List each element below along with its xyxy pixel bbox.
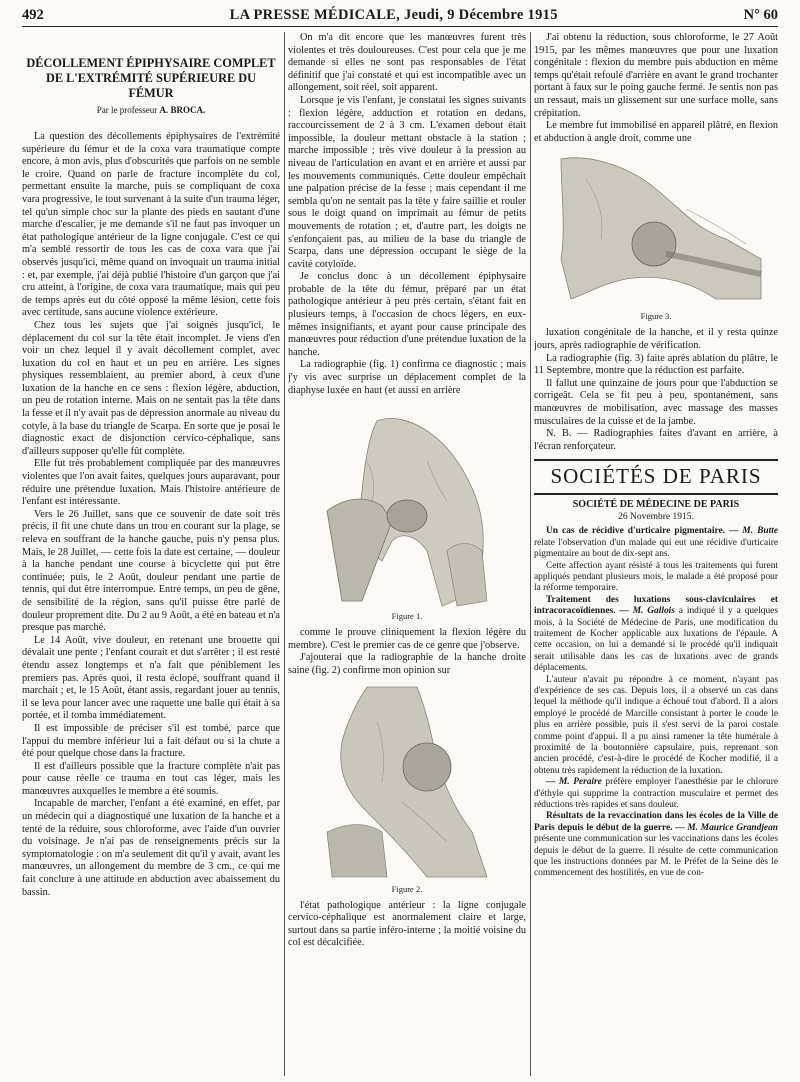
item-text: préfère employer l'anesthésie par le chlorure d'éthyle qui supprime la contraction musculaire et permet des réductions très rapides et sans douleur. xyxy=(534,777,778,811)
paragraph: Chez tous les sujets que j'ai soignés jusqu'ici, le déplacement du col sur la tête était incomplet. Je viens d'en voir un chez lequel il y avait décollement complet, avec luxation du col en haut et un peu en arrière. Les signes physiques ressemblaient, au premier abord, à ceux d'une luxation de la hanche en ce sens : flexion légère, abduction, un peu de rotation interne. Mais on ne sentait pas la tête dans la fesse et il n'y avait pas de dépression anormale au niveau du cotyle, à la base du triangle de Scarpa. En sorte que je posai le diagnostic exact de disjonction cervico-céphalique, sans d'ailleurs supposer qu'elle fût complète. xyxy=(22,319,280,457)
speaker-name: M. Gallois xyxy=(632,606,679,617)
article-body xyxy=(534,32,778,145)
article-body xyxy=(288,627,526,677)
figure-1-caption: Figure 1. xyxy=(391,611,423,622)
item-text: Cette affection ayant résisté à tous les traitements qui furent appliqués pendant plusieurs mois, le malade a été proposé pour la réforme temporaire. xyxy=(534,560,778,594)
paragraph: N. B. — Radiographies faites d'avant en arrière, à l'écran renforçateur. xyxy=(534,428,778,452)
article-body xyxy=(22,131,280,899)
session-date: 26 Novembre 1915. xyxy=(618,512,694,523)
byline xyxy=(22,105,280,115)
society-item xyxy=(534,777,778,811)
paragraph: Elle fut très probablement compliquée par des manœuvres violentes que l'on avait faites, quelques jours auparavant, pour réduire une prétendue luxation. Mais l'histoire antérieure de l'enfant est intéressante. xyxy=(22,458,280,508)
society-item xyxy=(534,561,778,595)
item-text: a indiqué il y a quelques mois, à la Société de Médecine de Paris, une modification du traitement de Kocher applicable aux luxations de l'épaule. A cette occasion, on lui a demandé si le procédé qu'il indiquait serait utilisable dans les cas de luxations avec de grands déplacements. xyxy=(534,606,778,674)
figure-1-radiograph xyxy=(307,401,507,609)
column-rule xyxy=(284,32,285,1076)
section-banner: SOCIÉTÉS DE PARIS xyxy=(534,459,778,495)
article-title xyxy=(22,56,280,101)
paragraph: Je conclus donc à un décollement épiphysaire probable de la tête du fémur, préparé par un état pathologique antérieur à peu près certain, s'étant fait en plusieurs temps, à l'occasion de chocs légers, en eux-mêmes insignifiants, et ayant pour cause principale des manœuvres pour réduction d'une prétendue luxation de la hanche. xyxy=(288,271,526,358)
issue-number: N° 60 xyxy=(743,6,778,23)
paragraph: Vers le 26 Juillet, sans que ce souvenir de date soit très précis, il fit une chute dans un trou en courant sur la plage, se releva en souffrant de la hanche gauche, puis n'y pensa plus. Mais, le 28 Juillet, — cette fois la date est certaine, — douleur à la hanche pendant une course à bicyclette qui put être continuée; puis, le 2 Août, douleur pendant une partie de tennis, qui dut être interrompue. Entre temps, un peu de gêne, de sensibilité de la région, sans qu'il puisse être parlé de douleur proprement dite. Du 2 au 9 Août, a été en bateau et n'a presque pas marché. xyxy=(22,508,280,634)
paragraph: comme le prouve cliniquement la flexion légère du membre). C'est le premier cas de ce genre que j'observe. xyxy=(288,627,526,651)
speaker-name: M. Butte xyxy=(742,526,778,537)
paragraph: l'état pathologique antérieur : la ligne conjugale cervico-céphalique est anormalement claire et large, surtout dans sa partie inféro-interne ; la moitié voisine du col est décalcifiée. xyxy=(288,899,526,949)
paragraph: La question des décollements épiphysaires de l'extrémité supérieure du fémur et de la coxa vara traumatique compte encore, à mon avis, plus d'obscurités que parfois on ne semble le croire. Quand on parle de fracture incomplète du col, permettant ensuite la marche, puis se compliquant de coxa vara progressive, le tout survenant à la suite d'un trauma léger, tel qu'un simple choc sur la plante des pieds en sautant d'une marche d'escalier, je me demande s'il ne faut pas invoquer un état pathologique antérieur de la ligne conjugale. C'est ce qui m'a semblé ressortir de tous les cas de coxa vara que j'ai observés jusqu'ici, même quand on invoquait un trauma initial : et, par exemple, j'ai déjà publié l'histoire d'un garçon que j'ai cru atteint, à l'origine, de coxa vara traumatique, mais qui peu de temps après eut du côté opposé la même lésion, cette fois avec certitude, sans aucune violence extérieure. xyxy=(22,131,280,319)
item-title: — xyxy=(546,777,559,788)
column-rule xyxy=(530,32,531,1076)
author-name: A. BROCA. xyxy=(159,105,206,115)
society-item xyxy=(534,526,778,560)
article-body xyxy=(534,327,778,453)
item-title: Un cas de récidive d'urticaire pigmentaire. — xyxy=(546,526,743,537)
society-proceedings xyxy=(534,526,778,880)
running-head xyxy=(22,4,778,27)
paragraph: Incapable de marcher, l'enfant a été examiné, en effet, par un médecin qui a diagnostiqué une luxation de la hanche et a tenté de la réduire, sous chloroforme, avec l'aide d'un ouvrier du voisinage. Je n'ai pas de renseignements précis sur la symptomatologie : on m'a seulement dit qu'il y avait, avant les manœuvres, un allongement du membre de 3 cm., ce qui me fait conclure à une attitude en abduction avec abaissement du bassin. xyxy=(22,798,280,898)
speaker-name: M. Maurice Grandjean xyxy=(687,822,778,833)
column-1 xyxy=(22,32,280,1076)
byline-prefix: Par le professeur xyxy=(96,105,158,115)
paragraph: Il est impossible de préciser s'il est tombé, parce que l'appui du membre inférieur lui a fait défaut ou si la chute a été pour quelque chose dans la fracture. xyxy=(22,722,280,760)
paragraph: J'ai obtenu la réduction, sous chloroforme, le 27 Août 1915, par les mêmes manœuvres que pour une luxation congénitale : flexion du membre puis abduction en même temps qu'était refoulé d'arrière en avant le grand trochanter portant à faux sur le poing gauche fermé. Je sentis non pas un ressaut, mais un glissement sur une surface molle, sans crépitation. xyxy=(534,32,778,119)
paragraph: Le 14 Août, vive douleur, en retenant une brouette qui dévalait une pente ; l'enfant courait et dut s'arrêter ; il est resté étendu assez longtemps et n'a fait que péniblement les premiers pas. Après quoi, il resta éclopé, souffrant quand il marchait ; et, le 15 Août, étant assis, regardant jouer au tennis, il se leva pour lancer avec une raquette une balle qui était à sa portée, et il tomba immédiatement. xyxy=(22,634,280,722)
journal-name: LA PRESSE MÉDICALE, xyxy=(229,6,401,23)
paragraph: Lorsque je vis l'enfant, je constatai les signes suivants : flexion légère, adduction et rotation en dedans, raccourcissement de 2 à 3 cm. L'examen debout était impossible, la douleur mettant obstacle à la station ; marche impossible ; très vive douleur à la pression au niveau de l'articulation en avant et en arrière et aussi par les mouvements communiqués. Cette douleur empêchait une palpation précise de la fesse ; mais cependant il me sembla qu'on ne sentait pas la tête y faire saillie et rouler sous le doigt quand on imprimait au fémur de petits mouvements de rotation ; et, d'autre part, les doigts ne s'enfonçaient pas, au milieu de la base du triangle de Scarpa, dans une dépression occupant le siège de la cavité cotyloïde. xyxy=(288,94,526,270)
column-2 xyxy=(288,32,526,1076)
society-item xyxy=(534,675,778,778)
paragraph: J'ajouterai que la radiographie de la hanche droite saine (fig. 2) confirme mon opinion sur xyxy=(288,652,526,676)
figure-3-radiograph xyxy=(546,149,766,309)
article-body xyxy=(288,900,526,950)
item-text: relate l'observation d'un malade qui eut une récidive d'urticaire pigmentaire au bout de dix-sept ans. xyxy=(534,537,778,560)
figure-2-radiograph xyxy=(307,682,507,882)
paragraph: On m'a dit encore que les manœuvres furent très violentes et très douloureuses. C'est pour cela que je me demande si elles ne sont pas responsables de l'état définitif que j'ai constaté et qui est incompatible avec un allongement, soit réel, soit apparent. xyxy=(288,32,526,94)
item-title: Résultats de la revaccination dans les écoles de la Ville de Paris depuis le début de la guerre. — xyxy=(534,811,778,833)
paragraph: Le membre fut immobilisé en appareil plâtré, en flexion et abduction à angle droit, comme une xyxy=(534,120,778,144)
paragraph: luxation congénitale de la hanche, et il y resta quinze jours, après radiographie de vérification. xyxy=(534,327,778,351)
society-name: SOCIÉTÉ DE MÉDECINE DE PARIS xyxy=(572,499,740,511)
figure-2-caption: Figure 2. xyxy=(391,883,423,894)
column-3 xyxy=(534,32,778,1076)
paragraph: Il est d'ailleurs possible que la fracture complète n'ait pas pour cause réelle ce trauma en tout cas léger, mais les manœuvres auxquelles le membre a été soumis. xyxy=(22,760,280,797)
issue-date: Jeudi, 9 Décembre 1915 xyxy=(404,6,558,23)
article-title-line: DÉCOLLEMENT ÉPIPHYSAIRE COMPLET xyxy=(26,56,276,70)
article-title-line: DE L'EXTRÉMITÉ SUPÉRIEURE DU FÉMUR xyxy=(45,71,257,100)
masthead xyxy=(230,7,558,24)
paragraph: La radiographie (fig. 1) confirma ce diagnostic ; mais j'y vis avec surprise un déplacement complet de la diaphyse luxée en haut (et aussi en arrière xyxy=(288,359,526,396)
speaker-name: M. Peraire xyxy=(558,777,606,788)
item-title: Traitement des luxations sous-claviculaires et intracoracoïdiennes. — xyxy=(534,594,778,617)
society-item xyxy=(534,595,778,675)
item-text: L'auteur n'avait pu répondre à ce moment, n'ayant pas d'expérience de ses cas. Depuis lors, il a observé un cas dans lequel la méthode qu'il indique a échoué tout d'abord. Il a alors employé le procédé de Marcille consistant à porter le coude le plus en arrière possible, puis il s'est servi de la paroi costale comme point d'appui. Il a pu ainsi ramener la tête humérale à proximité de la boutonnière capsulaire, puis, reprenant son ancien procédé, c'est-à-dire le procédé de Kocher modifié, il a obtenu très rapidement la réduction de la luxation. xyxy=(534,674,778,776)
paragraph: La radiographie (fig. 3) faite après ablation du plâtre, le 11 Septembre, montre que la réduction est parfaite. xyxy=(534,352,778,377)
society-item xyxy=(534,811,778,879)
page-number: 492 xyxy=(22,6,44,23)
figure-3-caption: Figure 3. xyxy=(640,311,672,322)
article-body xyxy=(288,32,526,397)
paragraph: Il fallut une quinzaine de jours pour que l'abduction se corrigeât. Cela se fit peu à peu, spontanément, sans manœuvres de mobilisation, avec massage des masses musculaires de la cuisse et de la jambe. xyxy=(534,377,778,427)
item-text: présente une communication sur les vaccinations dans les écoles depuis le début de la guerre. Il résulte de cette communication que les instructions données par M. le Préfet de la Seine dès le commencement des hostilités, en vue de con- xyxy=(534,834,778,879)
